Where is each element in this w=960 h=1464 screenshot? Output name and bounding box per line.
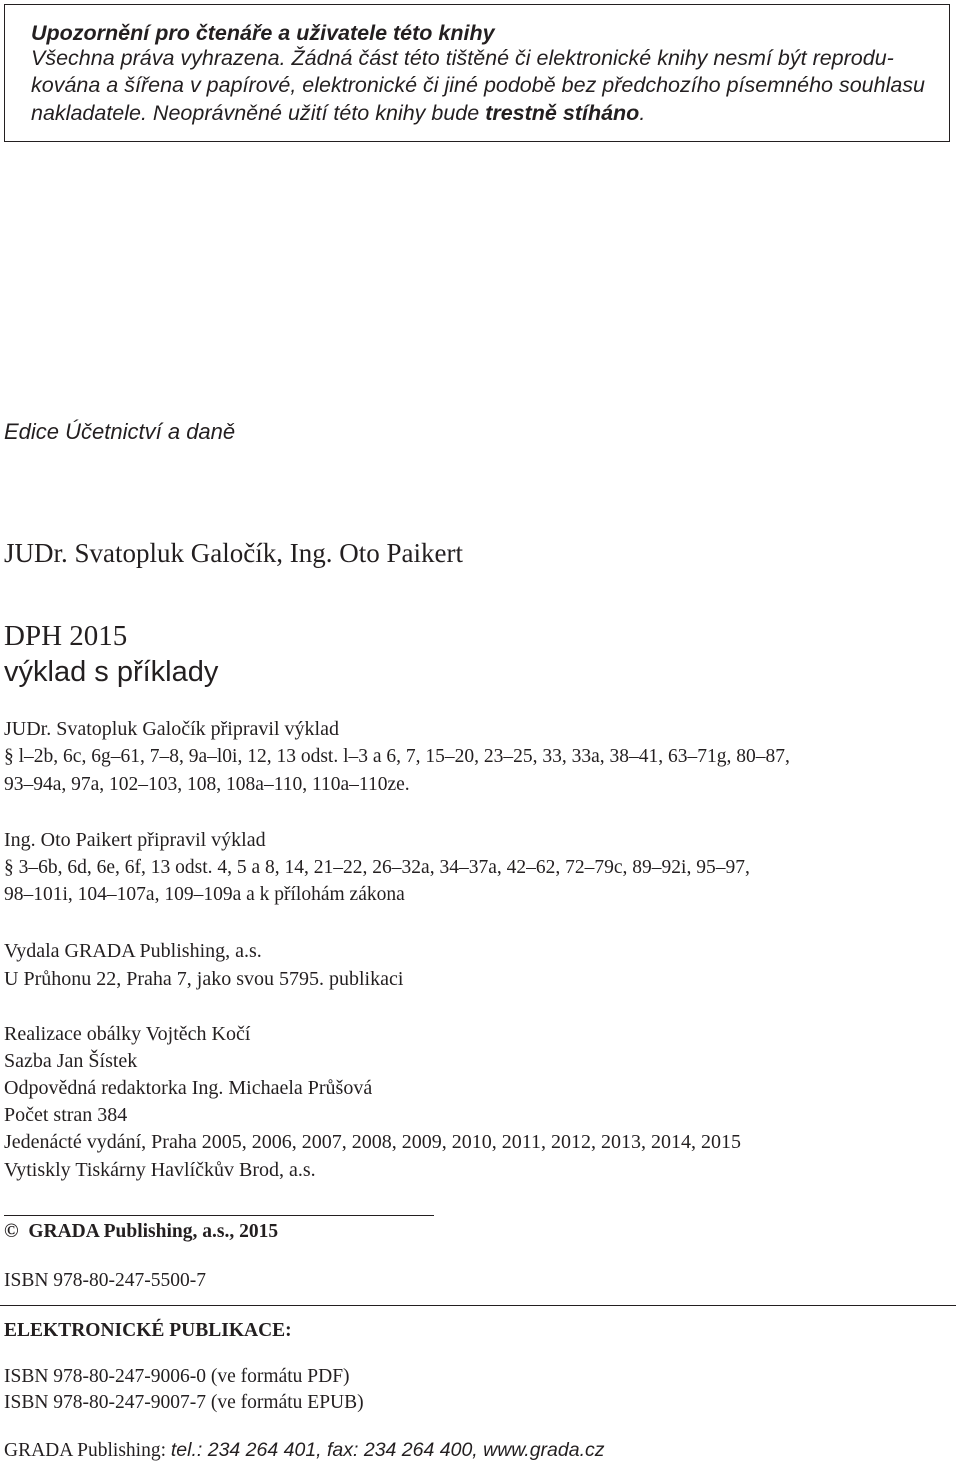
isbn-print: ISBN 978-80-247-5500-7 (4, 1270, 207, 1291)
book-title: DPH 2015 (4, 620, 128, 652)
contributor-1-sections-cont: 93–94a, 97a, 102–103, 108, 108a–110, 110a–110ze. (4, 774, 410, 795)
publisher-line-1: Vydala GRADA Publishing, a.s. (4, 940, 262, 962)
notice-line-3: nakladatele. Neoprávněné užití této knihy bude trestně stíháno. (31, 101, 646, 125)
copyright-notice-box (4, 4, 950, 142)
edition-name: Edice Účetnictví a daně (4, 419, 236, 444)
notice-emphasis: trestně stíháno (485, 101, 640, 125)
notice-line-2: kována a šířena v papírové, elektronické či jiné podobě bez předchozího písemného souhlasu (31, 73, 926, 97)
publisher-line-2: U Průhonu 22, Praha 7, jako svou 5795. publikaci (4, 968, 404, 990)
copyright-divider (4, 1215, 434, 1216)
copyright-symbol: © (4, 1221, 19, 1242)
section-symbol: § (4, 857, 14, 878)
copyright-line: © GRADA Publishing, a.s., 2015 (4, 1221, 279, 1242)
credit-printer: Vytiskly Tiskárny Havlíčkův Brod, a.s. (4, 1159, 316, 1181)
isbn-pdf: ISBN 978-80-247-9006-0 (ve formátu PDF) (4, 1366, 350, 1387)
credit-page-count: Počet stran 384 (4, 1104, 128, 1126)
contact-details: tel.: 234 264 401, fax: 234 264 400, www.grada.cz (170, 1439, 605, 1461)
book-subtitle: výklad s příklady (4, 656, 219, 688)
credit-typesetting: Sazba Jan Šístek (4, 1050, 138, 1072)
section-symbol: § (4, 746, 14, 767)
contributor-1-sections: § l–2b, 6c, 6g–61, 7–8, 9a–l0i, 12, 13 odst. l–3 a 6, 7, 15–20, 23–25, 33, 33a, 38–41, 63–71g, 80–87, (4, 746, 790, 767)
contributor-2-sections-cont: 98–101i, 104–107a, 109–109a a k přílohám zákona (4, 884, 405, 905)
electronic-heading: ELEKTRONICKÉ PUBLIKACE: (4, 1320, 292, 1341)
isbn-epub: ISBN 978-80-247-9007-7 (ve formátu EPUB) (4, 1392, 364, 1413)
credit-editor: Odpovědná redaktorka Ing. Michaela Průšová (4, 1077, 373, 1099)
notice-line-1: Všechna práva vyhrazena. Žádná část této tištěné či elektronické knihy nesmí být reprodu- (31, 46, 894, 70)
contributor-1-heading: JUDr. Svatopluk Galočík připravil výklad (4, 718, 339, 740)
authors: JUDr. Svatopluk Galočík, Ing. Oto Paikert (4, 538, 463, 568)
contributor-2-heading: Ing. Oto Paikert připravil výklad (4, 829, 266, 851)
notice-title: Upozornění pro čtenáře a uživatele této knihy (31, 21, 495, 45)
publisher-contact: GRADA Publishing: tel.: 234 264 401, fax: 234 264 400, www.grada.cz (4, 1439, 605, 1461)
contributor-2-sections: § 3–6b, 6d, 6e, 6f, 13 odst. 4, 5 a 8, 14, 21–22, 26–32a, 34–37a, 42–62, 72–79c, 89–92i, 95–97, (4, 857, 750, 878)
electronic-divider (0, 1305, 956, 1306)
credit-cover: Realizace obálky Vojtěch Kočí (4, 1023, 251, 1045)
credit-edition: Jedenácté vydání, Praha 2005, 2006, 2007, 2008, 2009, 2010, 2011, 2012, 2013, 2014, 2015 (4, 1131, 741, 1153)
